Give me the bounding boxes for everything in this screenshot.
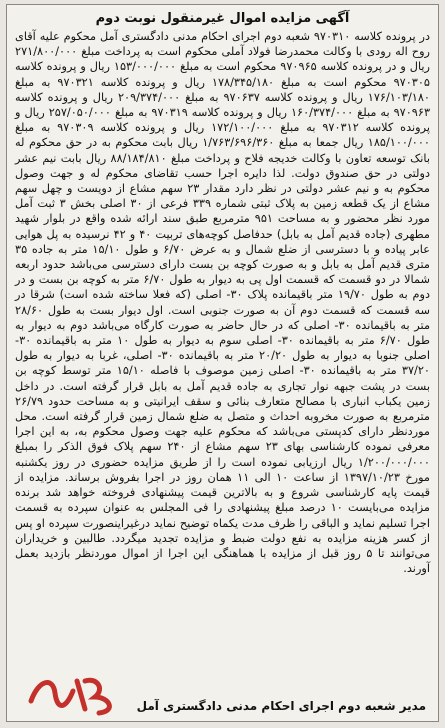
notice-body: در پرونده کلاسه ۹۷۰۳۱۰ شعبه دوم اجرای احکام مدنی دادگستری آمل محکوم علیه آقای روح اله رودی با وکالت محمدرضا فولاد آملی محکوم است به پرداخت مبلغ ۲۷۱/۸۰۰/۰۰۰ ریال و در پرونده کلاسه ۹۷۰۹۶۵ محکوم است به مبلغ ۱۵۳/۰۰۰/۰۰۰ ریال و پرونده کلاسه ۹۷۰۳۰۵ محکوم است به مبلغ ۱۷۸/۳۴۵/۱۸۰ ریال و پرونده کلاسه ۹۷۰۳۲۱ به مبلغ ۱۷۶/۱۰۳/۱۸۰ ریال و پرونده کلاسه ۹۷۰۶۳۷ به مبلغ ۲۰۹/۳۷۴/۰۰۰ ریال و پرونده کلاسه ۹۷۰۹۶۳ به مبلغ ۱۶۰/۳۷۴/۰۰۰ ریال و پرونده کلاسه ۹۷۰۳۱۹ به مبلغ ۲۵۷/۰۵۰/۰۰۰ ریال و پرونده کلاسه ۹۷۰۳۱۲ به مبلغ ۱۷۲/۱۰۰/۰۰۰ ریال و پرونده کلاسه ۹۷۰۳۰۹ به مبلغ ۱۸۵/۱۰۰/۰۰۰ ریال جمعا به مبلغ ۱/۷۶۳/۶۹۶/۳۶۰ ریال بابت محکوم به در حق محکوم له بانک توسعه تعاون با وکالت خدیجه فلاح و پرداخت مبلغ ۸۸/۱۸۴/۸۱۰ ریال بابت نیم عشر دولتی در حق صندوق دولت. لذا دایره اجرا حسب تقاضای محکوم له و جهت وصول محکوم به و نیم عشر دولتی در نظر دارد مقدار ۲۳ سهم مشاع از دویست و چهل سهم مشاع از یک قطعه زمین به پلاک ثبتی شماره ۳۳۹ فرعی از ۳۰ اصلی بخش ۳ ثبت آمل مورد نظر محضور و به مساحت ۹۵۱ مترمربع طبق سند ارائه شده واقع در بلوار شهید مطهری (جاده قدیم آمل به بابل) حدفاصل کوچه‌های تربیت ۴۰ و ۴۲ نرسیده به پل هوایی عابر پیاده و با دسترسی از ضلع شمال و به عرض ۶/۷۰ و طول ۱۵/۱۰ متر به جاده ۳۵ متری قدیم آمل به بابل و به صورت کوچه بن بست دارای دسترسی می‌باشد حدود اربعه شمالا در دو قسمت که قسمت اول پی به دیوار به طول ۶/۷۰ متر به کوچه بن بست و در دوم به طول ۱۹/۷۰ متر باقیمانده پلاک ۳۰- اصلی (که فعلا ساخته شده است) شرقا در سه قسمت که قسمت دوم آن به صورت جنوبی است. اول دیوار بست به طول ۲۸/۶۰ متر به باقیمانده ۳۰- اصلی که در حال حاضر به صورت کارگاه می‌باشد دوم به دیوار به طول ۶/۷۰ متر به باقیمانده ۳۰- اصلی سوم به دیوار به طول ۱۰ متر به باقیمانده ۳۰- اصلی جنوبا به دیوار به طول ۲۰/۲۰ متر به باقیمانده ۳۰- اصلی، غربا به دیوار به طول ۳۷/۲۰ متر به باقیمانده ۳۰- اصلی زمین موصوف با فاصله ۱۵/۱۰ متر توسط کوچه بن بست در پشت جبهه نوار تجاری به جاده قدیم آمل به بابل قرار گرفته است. در داخل زمین یکباب انباری با مصالح متعارف بنائی و سقف ایرانیتی و به مساحت حدود ۲۶/۷۹ مترمربع به صورت مخروبه احداث و متصل به ضلع شمال زمین قرار گرفته است. محل موردنظر دارای کدپستی می‌باشد که محکوم علیه جهت وصول محکوم به، به این اجرا معرفی نموده کارشناسی بهای ۲۳ سهم مشاع از ۲۴۰ سهم پلاک فوق الذکر را بمبلغ ۱/۲۰۰/۰۰۰/۰۰۰ ریال ارزیابی نموده است را از طریق مزایده حضوری در روز یکشنبه مورخ ۱۳۹۷/۱۰/۲۳ از ساعت ۱۰ الی ۱۱ همان روز در اجرا بفروش برساند. مزایده از قیمت پایه کارشناسی شروع و به بالاترین قیمت پیشنهادی فروخته خواهد شد برنده مزایده می‌بایست ۱۰ درصد مبلغ پیشنهادی را فی المجلس به عنوان سپرده به قسمت اجرا تسلیم نماید و الباقی را ظرف مدت یکماه توضیح نماید درغیراینصورت سپرده او پس از کسر هزینه مزایده به نفع دولت ضبط و مزایده تجدید میگردد. طالبین و خریداران می‌توانند تا ۵ روز قبل از مزایده با هماهنگی این اجرا از اموال موردنظر بازدید بعمل آورند. [15, 30, 431, 576]
notice-title: آگهی مزایده اموال غیرمنقول نوبت دوم [95, 11, 350, 26]
notice-signature: مدیر شعبه دوم اجرای احکام مدنی دادگستری آمل [136, 699, 426, 713]
stamp-stroke-2 [77, 680, 109, 713]
notice-clipping [6, 4, 439, 722]
stamp-stroke-1 [31, 683, 73, 706]
red-stamp-icon [25, 671, 121, 717]
